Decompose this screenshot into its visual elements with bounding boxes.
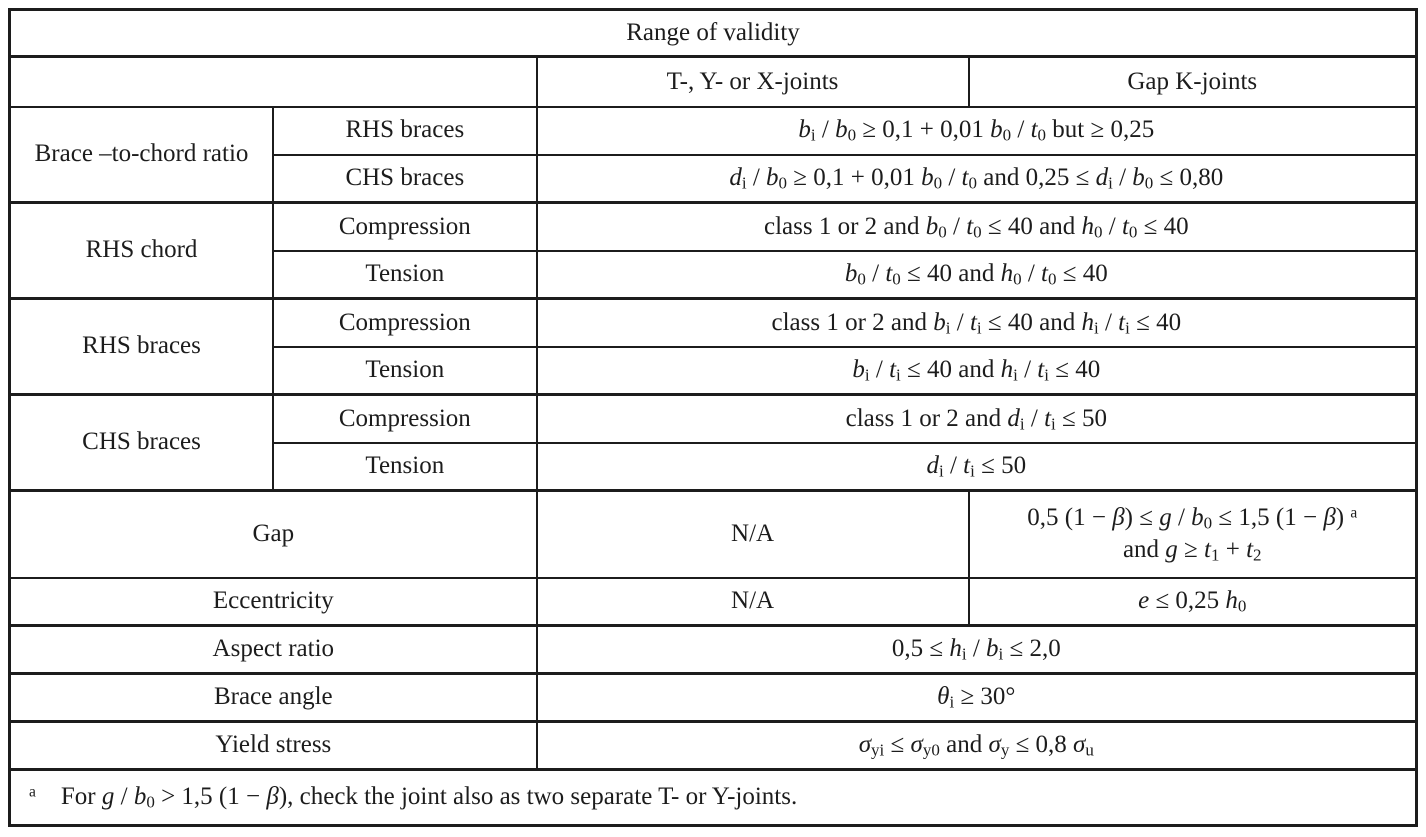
column-header-tyx-joints: T-, Y- or X-joints <box>537 57 969 107</box>
row-label-brace-to-chord-ratio: Brace –to-chord ratio <box>10 107 274 203</box>
row-label-rhs-chord: RHS chord <box>10 203 274 299</box>
corner-empty-cell <box>10 57 537 107</box>
row-sublabel-chs-braces-tension: Tension <box>273 443 537 491</box>
row-sublabel-rhs-braces-compression: Compression <box>273 299 537 347</box>
row-label-rhs-braces: RHS braces <box>10 299 274 395</box>
formula-rhs-chord-tension: $b_0 / t_0 \le 40$ and $h_0 / t_0 \le 40$ <box>537 251 1417 299</box>
gap-na-cell: N/A <box>537 491 969 578</box>
table-title: Range of validity <box>10 10 1417 57</box>
formula-eccentricity: e ≤ 0,25 $h_0$ <box>969 578 1417 626</box>
row-label-yield-stress: Yield stress <box>10 722 537 770</box>
formula-rhs-braces-tension: $b_i / t_i \le 40$ and $h_i / t_i \le 40$ <box>537 347 1417 395</box>
row-sublabel-rhs-braces-tension: Tension <box>273 347 537 395</box>
formula-chs-braces-tension: $d_i / t_i \le 50$ <box>537 443 1417 491</box>
formula-aspect-ratio: $0,5 \le h_i / b_i \le 2,0$ <box>537 626 1417 674</box>
eccentricity-na-cell: N/A <box>537 578 969 626</box>
formula-yield-stress: $\sigma_{yi} \le \sigma_{y0}$ and $\sigma_y \le 0,8$ $\sigma_u$ <box>537 722 1417 770</box>
row-sublabel-rhs-braces: RHS braces <box>273 107 537 155</box>
row-sublabel-rhs-chord-tension: Tension <box>273 251 537 299</box>
formula-gap-limits <box>969 491 1417 578</box>
formula-gap-limits-line2: and $g \ge t_1 + t_2$ <box>1122 536 1262 565</box>
formula-brace-angle: $\theta_i \ge 30^\circ$ <box>537 674 1417 722</box>
row-sublabel-chs-braces-compression: Compression <box>273 395 537 443</box>
formula-gap-limits-line1: 0,5 $(1 - \beta) \le g / b_0 \le 1,5$ (1 − β) $^a$ <box>1027 503 1358 533</box>
row-label-brace-angle: Brace angle <box>10 674 537 722</box>
formula-brace-to-chord-chs: $d_i / b_0 \ge 0,1 + 0,01$ $b_0 / t_0$ and $0,25 \le d_i / b_0 \le 0,80$ <box>537 155 1417 203</box>
range-of-validity-table <box>8 8 1418 827</box>
formula-brace-to-chord-rhs: $b_i / b_0 \ge 0,1 + 0,01$ $b_0 / t_0$ but ≥ 0,25 <box>537 107 1417 155</box>
formula-rhs-chord-compression: class 1 or 2 and $b_0 / t_0 \le 40$ and $h_0 / t_0 \le 40$ <box>537 203 1417 251</box>
row-label-gap: Gap <box>10 491 537 578</box>
row-label-chs-braces: CHS braces <box>10 395 274 491</box>
formula-rhs-braces-compression: class 1 or 2 and $b_i / t_i \le 40$ and $h_i / t_i \le 40$ <box>537 299 1417 347</box>
row-sublabel-rhs-chord-compression: Compression <box>273 203 537 251</box>
row-sublabel-chs-braces: CHS braces <box>273 155 537 203</box>
row-label-eccentricity: Eccentricity <box>10 578 537 626</box>
column-header-gap-k-joints: Gap K-joints <box>969 57 1417 107</box>
row-label-aspect-ratio: Aspect ratio <box>10 626 537 674</box>
formula-chs-braces-compression: class 1 or 2 and $d_i / t_i \le 50$ <box>537 395 1417 443</box>
footnote-a: $^a$ For $g / b_0 > 1,5$ (1 − β), check the joint also as two separate T- or Y-joints. <box>10 770 1417 826</box>
